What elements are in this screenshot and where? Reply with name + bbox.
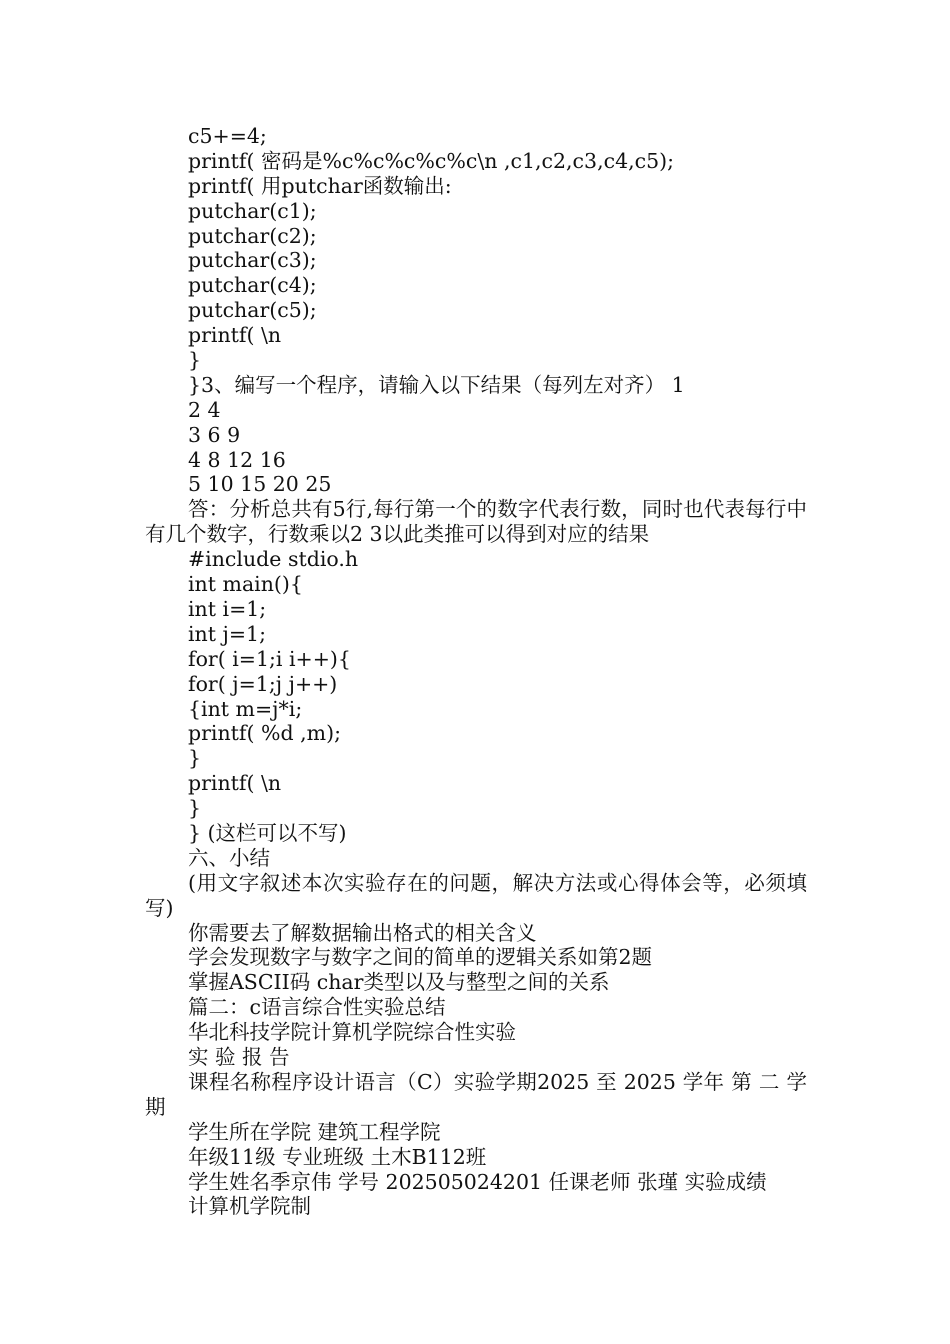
code-line: putchar(c5); <box>188 298 317 323</box>
instruction-paragraph: (用文字叙述本次实验存在的问题，解决方法或心得体会等，必须填写) <box>145 870 807 920</box>
code-line: } <box>188 796 202 821</box>
code-line: c5+=4; <box>188 124 267 148</box>
document-body <box>145 124 807 1219</box>
summary-line: 你需要去了解数据输出格式的相关含义 <box>188 920 537 945</box>
summary-line: 掌握ASCII码 char类型以及与整型之间的关系 <box>188 970 610 995</box>
student-info: 学生所在学院 建筑工程学院 <box>188 1119 441 1144</box>
code-line: } <box>188 746 202 771</box>
code-line: int j=1; <box>188 621 266 646</box>
section-heading: 篇二：c语言综合性实验总结 <box>188 995 446 1020</box>
question-heading: }3、编写一个程序，请输入以下结果（每列左对齐） 1 <box>188 372 685 397</box>
output-row: 2 4 <box>188 397 221 422</box>
output-row: 3 6 9 <box>188 422 241 447</box>
code-line: putchar(c3); <box>188 248 317 273</box>
output-row: 4 8 12 16 <box>188 447 286 472</box>
code-line: printf( 用putchar函数输出: <box>188 173 452 198</box>
code-line: printf( %d ,m); <box>188 721 341 746</box>
code-line: for( j=1;j j++) <box>188 671 338 696</box>
code-line: printf( \n <box>188 771 282 796</box>
code-line: putchar(c4); <box>188 273 317 298</box>
code-line: putchar(c1); <box>188 198 317 223</box>
course-info: 课程名称程序设计语言（C）实验学期2025 至 2025 学年 第 二 学期 <box>145 1069 807 1119</box>
code-line: {int m=j*i; <box>188 696 303 721</box>
student-info: 年级11级 专业班级 土木B112班 <box>188 1144 487 1169</box>
report-title: 实 验 报 告 <box>188 1045 290 1070</box>
code-line: putchar(c2); <box>188 223 317 248</box>
student-info: 学生姓名季京伟 学号 202505024201 任课老师 张瑾 实验成绩 <box>188 1169 767 1194</box>
summary-line: 学会发现数字与数字之间的简单的逻辑关系如第2题 <box>188 945 653 970</box>
code-line: #include stdio.h <box>188 547 359 572</box>
section-heading: 六、小结 <box>188 845 270 870</box>
code-line: } (这栏可以不写) <box>188 820 347 845</box>
code-line: for( i=1;i i++){ <box>188 646 351 671</box>
output-row: 5 10 15 20 25 <box>188 472 332 497</box>
answer-paragraph: 答：分析总共有5行,每行第一个的数字代表行数，同时也代表每行中有几个数字，行数乘以2 3以此类推可以得到对应的结果 <box>145 497 807 547</box>
footer-note: 计算机学院制 <box>188 1194 311 1219</box>
code-line: printf( 密码是%c%c%c%c%c\n ,c1,c2,c3,c4,c5); <box>188 148 675 173</box>
report-title: 华北科技学院计算机学院综合性实验 <box>188 1020 516 1045</box>
code-line: } <box>188 348 202 373</box>
code-line: int i=1; <box>188 596 267 621</box>
code-line: int main(){ <box>188 572 303 597</box>
code-line: printf( \n <box>188 323 282 348</box>
